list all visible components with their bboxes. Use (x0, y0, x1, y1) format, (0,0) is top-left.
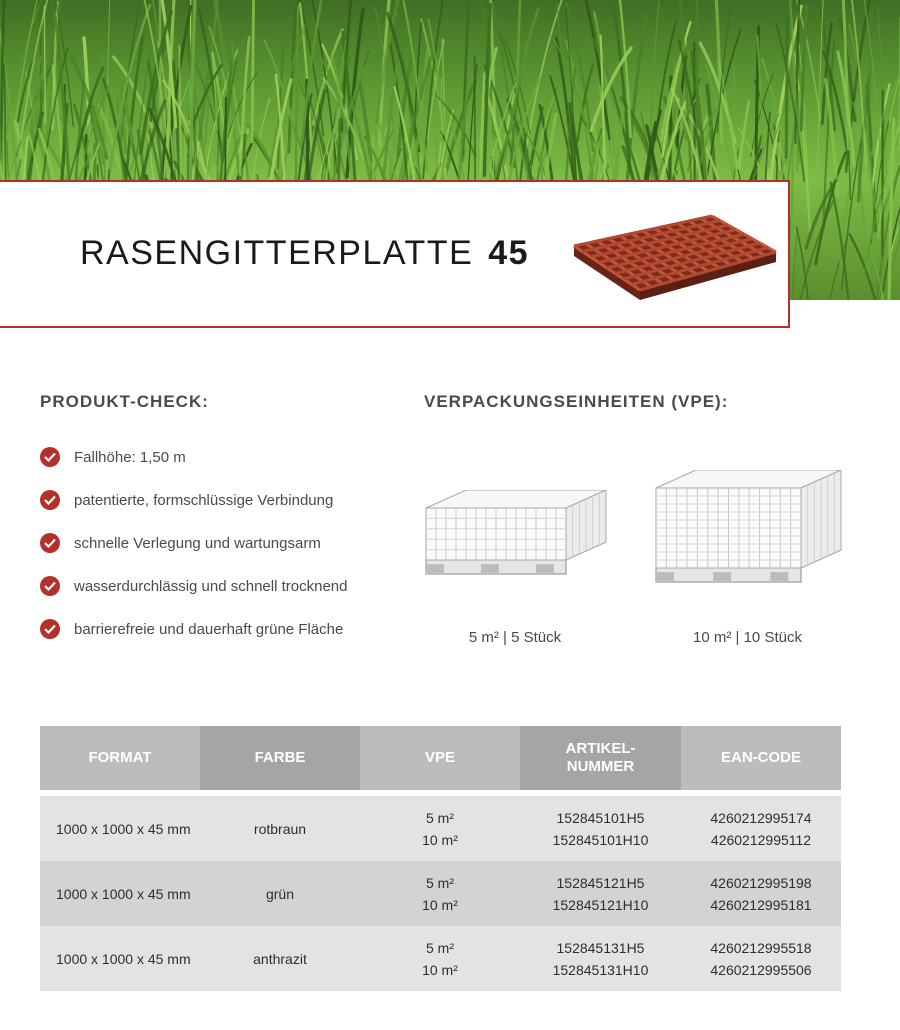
cell-artikel (520, 926, 681, 991)
artikel-10: 152845101H10 (552, 831, 649, 848)
ean-5: 4260212995198 (710, 874, 812, 891)
check-circle-icon (40, 533, 60, 553)
ean-5: 4260212995174 (710, 809, 812, 826)
cell-artikel (520, 861, 681, 926)
cell-ean (681, 926, 841, 991)
cell-ean (681, 796, 841, 861)
feature-text: wasserdurchlässig und schnell trocknend (74, 578, 348, 595)
table-row (40, 861, 841, 926)
feature-item (40, 533, 347, 576)
cell-farbe: anthrazit (200, 926, 360, 991)
header-format: FORMAT (40, 726, 200, 790)
cell-format: 1000 x 1000 x 45 mm (40, 861, 200, 926)
check-circle-icon (40, 576, 60, 596)
feature-list (40, 447, 347, 662)
vpe-5: 5 m² (426, 809, 454, 826)
cell-ean (681, 861, 841, 926)
artikel-10: 152845121H10 (552, 896, 649, 913)
ean-10: 4260212995112 (710, 831, 812, 848)
header-artikel-line2: NUMMER (566, 758, 635, 775)
feature-item (40, 490, 347, 533)
packaging-caption: 10 m² | 10 Stück (693, 629, 802, 646)
vpe-5: 5 m² (426, 874, 454, 891)
feature-text: barrierefreie und dauerhaft grüne Fläche (74, 621, 344, 638)
header-farbe: FARBE (200, 726, 360, 790)
header-artikelnummer (520, 726, 681, 790)
ean-10: 4260212995506 (710, 961, 812, 978)
vpe-5: 5 m² (426, 939, 454, 956)
title-bold: 45 (488, 234, 530, 272)
table-row (40, 926, 841, 991)
cell-vpe (360, 796, 520, 861)
header-artikel-line1: ARTIKEL- (565, 740, 636, 757)
feature-item (40, 576, 347, 619)
product-table (40, 726, 841, 991)
packaging-heading: VERPACKUNGSEINHEITEN (VPE): (424, 392, 729, 411)
feature-text: schnelle Verlegung und wartungsarm (74, 535, 321, 552)
features-heading: PRODUKT-CHECK: (40, 392, 209, 411)
vpe-10: 10 m² (422, 896, 458, 913)
artikel-10: 152845131H10 (552, 961, 649, 978)
page-title (80, 234, 529, 273)
check-circle-icon (40, 447, 60, 467)
feature-item (40, 447, 347, 490)
pallet-large-image (650, 470, 845, 600)
cell-format: 1000 x 1000 x 45 mm (40, 926, 200, 991)
cell-artikel (520, 796, 681, 861)
header-ean: EAN-CODE (681, 726, 841, 790)
table-header-row (40, 726, 841, 790)
pallet-small-image (420, 490, 610, 600)
packaging-caption: 5 m² | 5 Stück (468, 629, 562, 646)
vpe-10: 10 m² (422, 961, 458, 978)
cell-vpe (360, 926, 520, 991)
packaging-unit-small (420, 490, 610, 646)
title-light: RASENGITTERPLATTE (80, 234, 474, 272)
check-circle-icon (40, 490, 60, 510)
cell-vpe (360, 861, 520, 926)
artikel-5: 152845121H5 (556, 874, 645, 891)
title-banner (0, 180, 790, 328)
feature-text: Fallhöhe: 1,50 m (74, 449, 186, 466)
ean-10: 4260212995181 (710, 896, 812, 913)
grass-grid-plate-image (570, 212, 780, 302)
cell-farbe: grün (200, 861, 360, 926)
feature-item (40, 619, 347, 662)
header-vpe: VPE (360, 726, 520, 790)
feature-text: patentierte, formschlüssige Verbindung (74, 492, 334, 509)
artikel-5: 152845101H5 (556, 809, 645, 826)
check-circle-icon (40, 619, 60, 639)
table-row (40, 796, 841, 861)
vpe-10: 10 m² (422, 831, 458, 848)
packaging-unit-large (650, 470, 845, 646)
artikel-5: 152845131H5 (556, 939, 645, 956)
cell-farbe: rotbraun (200, 796, 360, 861)
ean-5: 4260212995518 (710, 939, 812, 956)
cell-format: 1000 x 1000 x 45 mm (40, 796, 200, 861)
